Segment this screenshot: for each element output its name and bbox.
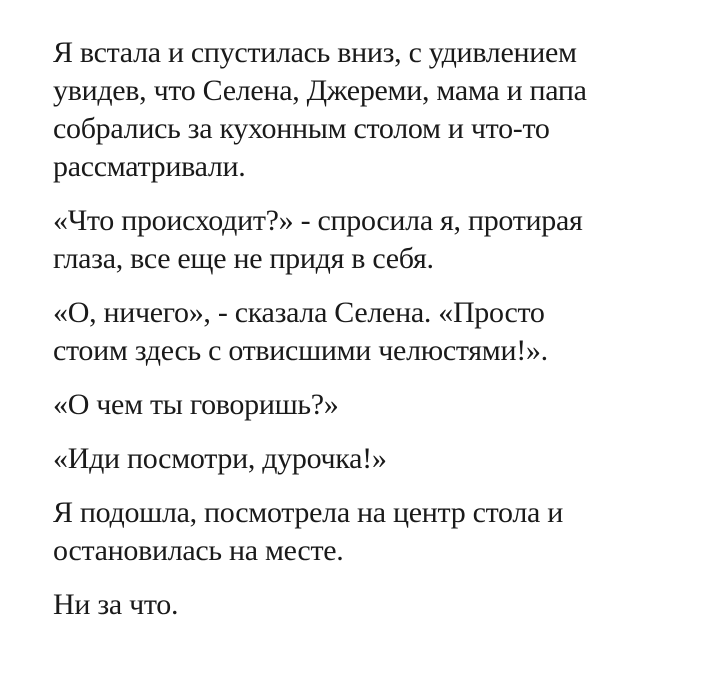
text-line: Я подошла, посмотрела на центр стола и (53, 496, 563, 529)
paragraph-1 (53, 34, 693, 186)
text-line: «О, ничего», - сказала Селена. «Просто (53, 296, 545, 329)
text-line: остановилась на месте. (53, 534, 344, 567)
paragraph-2 (53, 202, 693, 278)
text-line: глаза, все еще не придя в себя. (53, 242, 434, 275)
paragraph-4 (53, 386, 693, 424)
text-line: стоим здесь с отвисшими челюстями!». (53, 334, 548, 367)
text-body (53, 34, 693, 624)
text-line: «Иди посмотри, дурочка!» (53, 442, 387, 475)
text-line: собрались за кухонным столом и что-то (53, 112, 550, 145)
text-line: «Что происходит?» - спросила я, протирая (53, 204, 583, 237)
text-line: «О чем ты говоришь?» (53, 388, 339, 421)
paragraph-7 (53, 586, 693, 624)
text-line: Я встала и спустилась вниз, с удивлением (53, 36, 577, 69)
paragraph-6 (53, 494, 693, 570)
paragraph-5 (53, 440, 693, 478)
paragraph-3 (53, 294, 693, 370)
text-line: Ни за что. (53, 588, 179, 621)
text-line: рассматривали. (53, 150, 246, 183)
text-line: увидев, что Селена, Джереми, мама и папа (53, 74, 587, 107)
